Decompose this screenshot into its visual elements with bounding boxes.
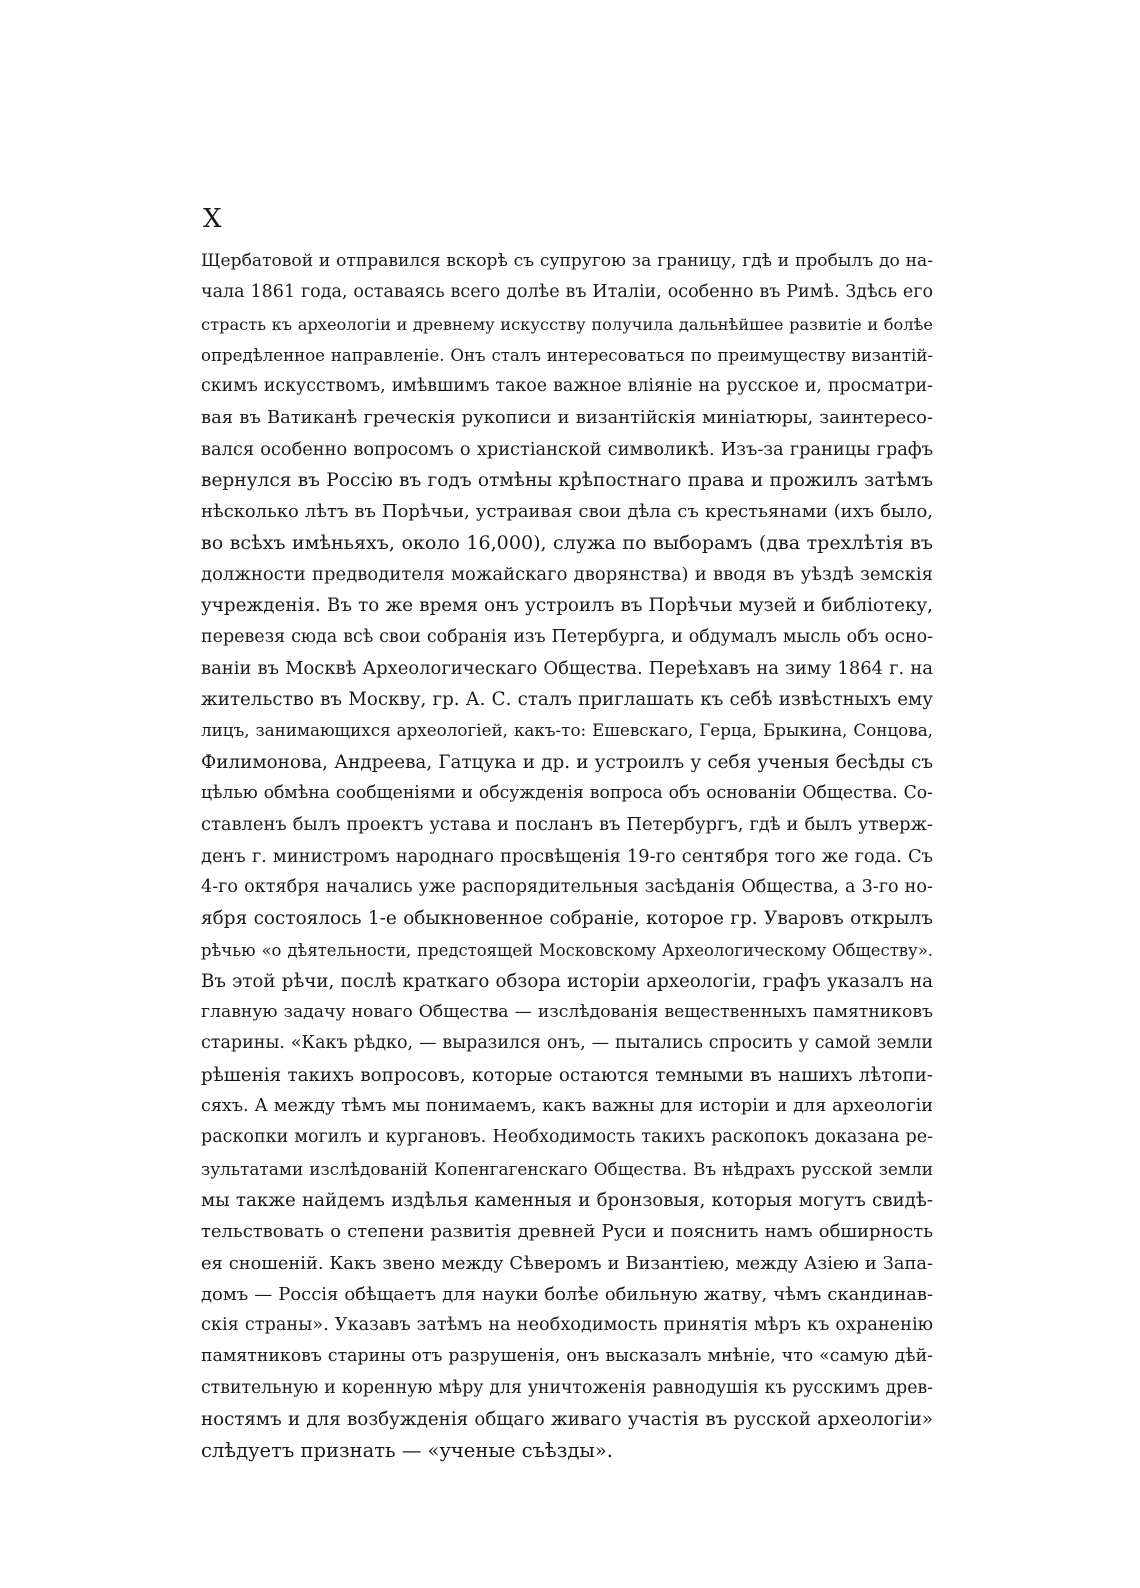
text-line: старины. «Какъ рѣдко, — выразился онъ, — пытались спросить у самой земли [201, 1033, 933, 1054]
text-line: нѣсколько лѣтъ въ Порѣчьи, устраивая свои дѣла съ крестьянами (ихъ было, [201, 501, 933, 523]
text-line: учрежденія. Въ то же время онъ устроилъ въ Порѣчьи музей и библіотеку, [201, 595, 933, 617]
text-line: рѣшенія такихъ вопросовъ, которые остаются темными въ нашихъ лѣтопи- [201, 1064, 933, 1086]
text-line-last: слѣдуетъ признать — «ученые съѣзды». [201, 1439, 613, 1463]
text-line: тельствовать о степени развитія древней Руси и пояснить намъ обширность [201, 1221, 933, 1243]
text-line: ея сношеній. Какъ звено между Сѣверомъ и Византіею, между Азіею и Запа- [201, 1252, 933, 1274]
text-line: денъ г. министромъ народнаго просвѣщенія 19-го сентября того же года. Съ [201, 845, 933, 867]
page-number: X [203, 204, 222, 234]
text-line: во всѣхъ имѣньяхъ, около 16,000), служа по выборамъ (два трехлѣтія въ [201, 531, 933, 554]
text-line: сяхъ. А между тѣмъ мы понимаемъ, какъ важны для исторіи и для археологіи [201, 1096, 933, 1117]
text-line: ваніи въ Москвѣ Археологическаго Общества. Переѣхавъ на зиму 1864 г. на [201, 657, 933, 679]
body-text [201, 246, 933, 1467]
text-line: вернулся въ Россію въ годъ отмѣны крѣпостнаго права и прожилъ затѣмъ [201, 470, 933, 492]
text-line: главную задачу новаго Общества — изслѣдованія вещественныхъ памятниковъ [201, 1002, 933, 1023]
text-line: рѣчью «о дѣятельности, предстоящей Московскому Археологическому Обществу». [201, 940, 933, 960]
text-line: ября состоялось 1-е обыкновенное собраніе, которое гр. Уваровъ открылъ [201, 908, 933, 930]
text-line: ставленъ былъ проектъ устава и посланъ въ Петербургъ, гдѣ и былъ утверж- [201, 814, 933, 836]
text-line: Филимонова, Андреева, Гатцука и др. и устроилъ у себя ученыя бесѣды съ [201, 751, 933, 773]
text-line: чала 1861 года, оставаясь всего долѣе въ Италіи, особенно въ Римѣ. Здѣсь его [201, 282, 933, 303]
text-line: памятниковъ старины отъ разрушенія, онъ высказалъ мнѣніе, что «самую дѣй- [201, 1346, 933, 1367]
text-line: опредѣленное направленіе. Онъ сталъ интересоваться по преимуществу византій- [201, 345, 933, 365]
text-line: зультатами изслѣдованій Копенгагенскаго Общества. Въ нѣдрахъ русской земли [201, 1158, 933, 1179]
text-line: Щербатовой и отправился вскорѣ съ супругою за границу, гдѣ и пробылъ до на- [201, 251, 933, 271]
text-line: скимъ искусствомъ, имѣвшимъ такое важное вліяніе на русское и, просматри- [201, 376, 933, 397]
text-line: ствительную и коренную мѣру для уничтоженія равнодушія къ русскимъ древ- [201, 1377, 933, 1398]
text-line: страсть къ археологіи и древнему искусству получила дальнѣйшее развитіе и болѣе [201, 314, 933, 334]
text-line: должности предводителя можайскаго дворянства) и вводя въ уѣздѣ земскія [201, 563, 933, 585]
text-line: скія страны». Указавъ затѣмъ на необходимость принятія мѣръ къ охраненію [201, 1315, 933, 1336]
text-line: вался особенно вопросомъ о христіанской символикѣ. Изъ-за границы графъ [201, 438, 933, 460]
text-line: цѣлью обмѣна сообщеніями и обсужденія вопроса объ основаніи Общества. Со- [201, 783, 933, 804]
text-line: домъ — Россія обѣщаетъ для науки болѣе обильную жатву, чѣмъ скандинав- [201, 1283, 933, 1305]
text-line: перевезя сюда всѣ свои собранія изъ Петербурга, и обдумалъ мысль объ осно- [201, 626, 933, 647]
text-line: жительство въ Москву, гр. А. С. сталъ приглашать къ себѣ извѣстныхъ ему [201, 689, 933, 711]
text-line: мы также найдемъ издѣлья каменныя и бронзовыя, которыя могутъ свидѣ- [201, 1189, 933, 1211]
text-line: ностямъ и для возбужденія общаго живаго участія въ русской археологіи» [201, 1408, 933, 1430]
text-line: раскопки могилъ и кургановъ. Необходимость такихъ раскопокъ доказана ре- [201, 1127, 933, 1148]
text-line: Въ этой рѣчи, послѣ краткаго обзора исторіи археологіи, графъ указалъ на [201, 970, 933, 992]
text-line: лицъ, занимающихся археологіей, какъ-то: Ешевскаго, Герца, Брыкина, Сонцова, [201, 720, 933, 741]
text-line: вая въ Ватиканѣ греческія рукописи и византійскія миніатюры, заинтересо- [201, 407, 933, 429]
text-line: 4-го октября начались уже распорядительныя засѣданія Общества, а 3-го но- [201, 876, 933, 897]
